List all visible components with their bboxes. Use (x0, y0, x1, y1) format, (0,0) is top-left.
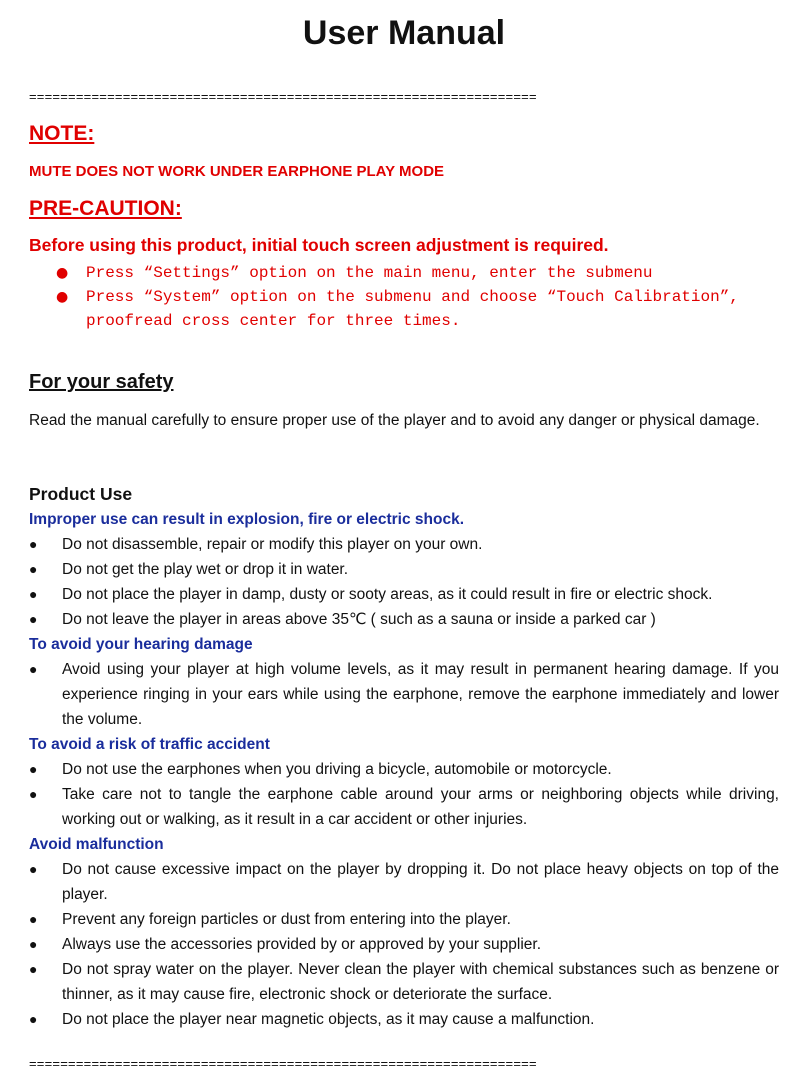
precaution-step (50, 261, 790, 285)
list-item-text: Do not leave the player in areas above 35℃ ( such as a sauna or inside a parked car ) (62, 611, 656, 628)
list-item-text: Prevent any foreign particles or dust from entering into the player. (62, 911, 511, 928)
bullet-icon: ● (29, 761, 38, 777)
list-item-text: Do not cause excessive impact on the player by dropping it. Do not place heavy objects on top of the player. (62, 861, 779, 903)
page-title: User Manual (302, 14, 506, 52)
bullet-icon: ● (29, 911, 38, 927)
list-item (29, 957, 779, 1007)
list-item (29, 857, 779, 907)
bullet-icon: ● (29, 586, 38, 602)
section-list-improper-use (29, 532, 779, 632)
precaution-steps (50, 261, 790, 333)
note-heading: NOTE: (29, 122, 95, 145)
separator-bottom: ================================================================= (29, 1056, 537, 1071)
product-use-sections (29, 507, 779, 1032)
list-item (29, 1007, 779, 1032)
safety-intro: Read the manual carefully to ensure proper use of the player and to avoid any danger or physical damage. (29, 412, 760, 429)
bullet-icon: ● (29, 611, 38, 627)
bullet-icon: ● (29, 936, 38, 952)
section-list-malfunction (29, 857, 779, 1032)
list-item-text: Do not place the player in damp, dusty or sooty areas, as it could result in fire or electric shock. (62, 586, 713, 603)
list-item (29, 607, 779, 632)
precaution-step-text: Press “Settings” option on the main menu, enter the submenu (86, 264, 653, 282)
list-item (29, 757, 779, 782)
list-item (29, 532, 779, 557)
precaution-step (50, 285, 790, 333)
bullet-icon: ● (56, 265, 69, 281)
bullet-icon: ● (56, 289, 69, 305)
section-list-traffic (29, 757, 779, 832)
section-title-malfunction: Avoid malfunction (29, 836, 164, 853)
bullet-icon: ● (29, 861, 38, 877)
bullet-icon: ● (29, 661, 38, 677)
list-item (29, 907, 779, 932)
list-item (29, 782, 779, 832)
precaution-step-text: Press “System” option on the submenu and choose “Touch Calibration”, proofread cross center for three times. (86, 288, 739, 330)
list-item-text: Always use the accessories provided by or approved by your supplier. (62, 936, 542, 953)
bullet-icon: ● (29, 786, 38, 802)
list-item-text: Avoid using your player at high volume levels, as it may result in permanent hearing damage. If you experience ringing in your ears while using the earphone, remove the earphone immediately and lower the volume. (62, 661, 779, 728)
list-item-text: Do not get the play wet or drop it in water. (62, 561, 349, 578)
list-item (29, 582, 779, 607)
section-title-traffic: To avoid a risk of traffic accident (29, 736, 270, 753)
bullet-icon: ● (29, 561, 38, 577)
list-item (29, 657, 779, 732)
safety-heading: For your safety (29, 371, 174, 393)
section-title-hearing: To avoid your hearing damage (29, 636, 253, 653)
section-title-improper-use: Improper use can result in explosion, fire or electric shock. (29, 511, 464, 528)
list-item-text: Do not use the earphones when you driving a bicycle, automobile or motorcycle. (62, 761, 612, 778)
separator-top: ================================================================= (29, 89, 537, 104)
precaution-text: Before using this product, initial touch screen adjustment is required. (29, 235, 609, 255)
bullet-icon: ● (29, 536, 38, 552)
list-item (29, 932, 779, 957)
note-text: MUTE DOES NOT WORK UNDER EARPHONE PLAY MODE (29, 163, 445, 180)
section-list-hearing (29, 657, 779, 732)
bullet-icon: ● (29, 961, 38, 977)
list-item-text: Do not disassemble, repair or modify this player on your own. (62, 536, 483, 553)
list-item-text: Do not spray water on the player. Never clean the player with chemical substances such as benzene or thinner, as it may cause fire, electronic shock or deteriorate the surface. (62, 961, 779, 1003)
list-item (29, 557, 779, 582)
product-use-heading: Product Use (29, 484, 133, 504)
list-item-text: Take care not to tangle the earphone cable around your arms or neighboring objects while driving, working out or walking, as it result in a car accident or other injuries. (62, 786, 779, 828)
precaution-heading: PRE-CAUTION: (29, 197, 182, 220)
bullet-icon: ● (29, 1011, 38, 1027)
list-item-text: Do not place the player near magnetic objects, as it may cause a malfunction. (62, 1011, 595, 1028)
